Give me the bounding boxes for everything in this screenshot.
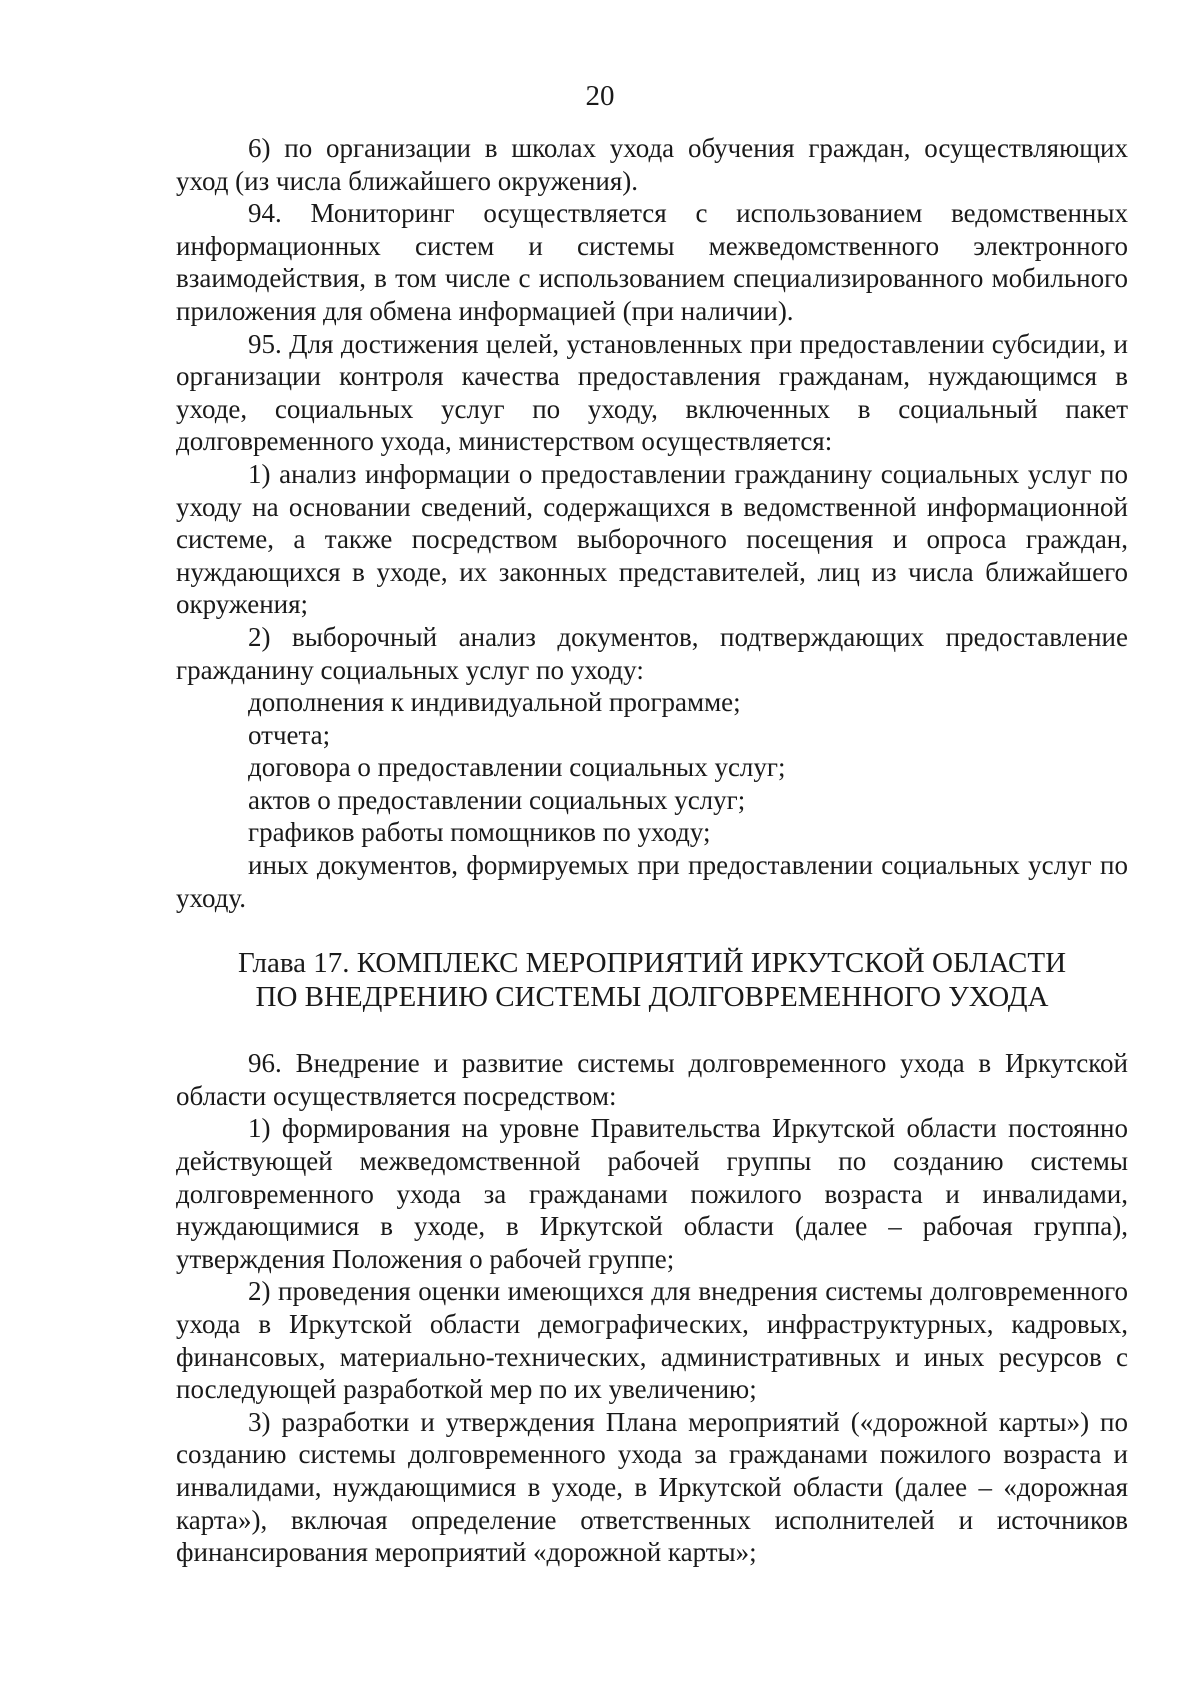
list-item: отчета; [248, 719, 331, 750]
paragraph-94: 94. Мониторинг осуществляется с использованием ведомственных информационных систем и системы межведомственного электронного взаимодействия, в том числе с использованием специализированного мобильного приложения для обмена информацией (при наличии). [176, 198, 1128, 326]
paragraph-96-item-1: 1) формирования на уровне Правительства Иркутской области постоянно действующей межведомственной рабочей группы по созданию системы долговременного ухода за гражданами пожилого возраста и инвалидами, нуждающимися в уходе, в Иркутской области (далее – рабочая группа), утверждения Положения о рабочей группе; [176, 1113, 1128, 1274]
paragraph-95-item-1: 1) анализ информации о предоставлении гражданину социальных услуг по уходу на основании сведений, содержащихся в ведомственной информационной системе, а также посредством выборочного посещения и опроса граждан, нуждающихся в уходе, их законных представителей, лиц из числа ближайшего окружения; [176, 458, 1128, 620]
chapter-heading-line-2: ПО ВНЕДРЕНИЮ СИСТЕМЫ ДОЛГОВРЕМЕННОГО УХОДА [255, 981, 1049, 1014]
paragraph-96: 96. Внедрение и развитие системы долговременного ухода в Иркутской области осуществляется посредством: [176, 1048, 1128, 1111]
paragraph-96-item-2: 2) проведения оценки имеющихся для внедрения системы долговременного ухода в Иркутской области демографических, инфраструктурных, кадровых, финансовых, материально-технических, административных и иных ресурсов с последующей разработкой мер по их увеличению; [176, 1276, 1128, 1405]
paragraph-95-item-2: 2) выборочный анализ документов, подтверждающих предоставление гражданину социальных услуг по уходу: [176, 621, 1128, 685]
chapter-heading [176, 946, 1128, 1014]
list-item: актов о предоставлении социальных услуг; [248, 784, 746, 815]
list-item: графиков работы помощников по уходу; [248, 817, 711, 848]
list-item-last: иных документов, формируемых при предоставлении социальных услуг по уходу. [176, 850, 1128, 913]
page-number: 20 [585, 80, 615, 112]
list-item: дополнения к индивидуальной программе; [248, 687, 741, 718]
list-item: договора о предоставлении социальных услуг; [248, 752, 786, 783]
paragraph-item-6: 6) по организации в школах ухода обучения граждан, осуществляющих уход (из числа ближайшего окружения). [176, 133, 1128, 196]
chapter-heading-line-1: Глава 17. КОМПЛЕКС МЕРОПРИЯТИЙ ИРКУТСКОЙ ОБЛАСТИ [237, 947, 1067, 980]
paragraph-96-item-3: 3) разработки и утверждения Плана мероприятий («дорожной карты») по созданию системы долговременного ухода за гражданами пожилого возраста и инвалидами, нуждающимися в уходе, в Иркутской области (далее – «дорожная карта»), включая определение ответственных исполнителей и источников финансирования мероприятий «дорожной карты»; [176, 1406, 1128, 1568]
paragraph-95: 95. Для достижения целей, установленных при предоставлении субсидии, и организации контроля качества предоставления гражданам, нуждающимся в уходе, социальных услуг по уходу, включенных в социальный пакет долговременного ухода, министерством осуществляется: [176, 328, 1128, 457]
document-body [176, 132, 1128, 1569]
